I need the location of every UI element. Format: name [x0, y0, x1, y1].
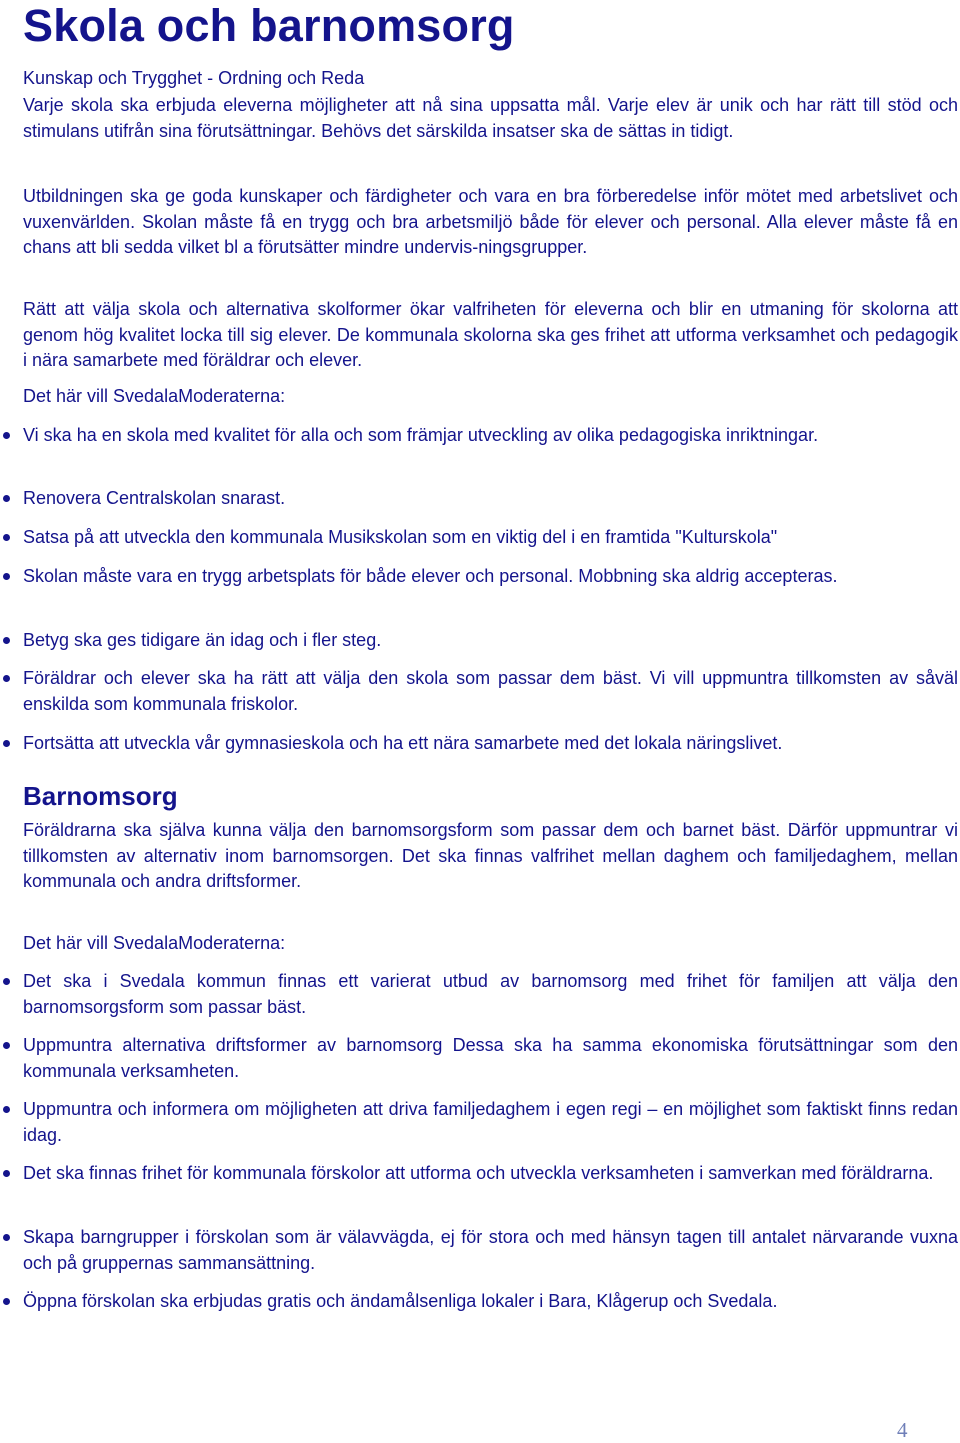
childcare-paragraph: Föräldrarna ska själva kunna välja den barnomsorgsform som passar dem och barnet bäst. Därför uppmuntrar vi tillkomsten av alternativ inom barnomsorgen. Det ska finnas valfrihet mellan daghem och familjedaghem, mellan kommunala och andra driftsformer. — [23, 820, 958, 891]
intro-paragraph-1: Varje skola ska erbjuda eleverna möjligheter att nå sina uppsatta mål. Varje elev är unik och har rätt till stöd och stimulans utifrån sina förutsättningar. Behövs det särskilda insatser ska de sättas in tidigt. — [23, 95, 958, 141]
bullet-icon — [3, 637, 10, 644]
bullet-icon — [3, 534, 10, 541]
bullet-icon — [3, 675, 10, 682]
list-item: Öppna förskolan ska erbjudas gratis och ändamålsenliga lokaler i Bara, Klågerup och Svedala. — [23, 1289, 958, 1315]
list-item: Skolan måste vara en trygg arbetsplats för både elever och personal. Mobbning ska aldrig accepteras. — [23, 564, 958, 590]
bullet-icon — [3, 495, 10, 502]
list-item: Betyg ska ges tidigare än idag och i fler steg. — [23, 628, 958, 654]
list-item: Skapa barngrupper i förskolan som är välavvägda, ej för stora och med hänsyn tagen till antalet närvarande vuxna och på gruppernas sammansättning. — [23, 1225, 958, 1276]
bullet-icon — [3, 978, 10, 985]
bullet-icon — [3, 1234, 10, 1241]
bullet-icon — [3, 573, 10, 580]
subtitle: Kunskap och Trygghet - Ordning och Reda — [23, 68, 365, 88]
list-item: Fortsätta att utveckla vår gymnasieskola och ha ett nära samarbete med det lokala näringslivet. — [23, 731, 958, 757]
list-item: Uppmuntra alternativa driftsformer av barnomsorg Dessa ska ha samma ekonomiska förutsättningar som den kommunala verksamheten. — [23, 1033, 958, 1084]
list-item: Renovera Centralskolan snarast. — [23, 486, 958, 512]
intro-paragraph-2: Utbildningen ska ge goda kunskaper och färdigheter och vara en bra förberedelse inför mötet med arbetslivet och vuxenvärlden. Skolan måste få en trygg och bra arbetsmiljö både för elever och personal. Alla elever måste få en chans att bli sedda vilket bl a förutsätter mindre undervis-ningsgrupper. — [23, 186, 958, 257]
list-item: Föräldrar och elever ska ha rätt att välja den skola som passar dem bäst. Vi vill uppmuntra tillkomsten av såväl enskilda som kommunala friskolor. — [23, 666, 958, 717]
list-item: Satsa på att utveckla den kommunala Musikskolan som en viktig del i en framtida "Kulturskola" — [23, 525, 958, 551]
bullet-icon — [3, 1298, 10, 1305]
page-title: Skola och barnomsorg — [23, 0, 515, 51]
bullet-icon — [3, 740, 10, 747]
bullet-icon — [3, 1170, 10, 1177]
bullet-icon — [3, 1042, 10, 1049]
intro-paragraph-3: Rätt att välja skola och alternativa skolformer ökar valfriheten för eleverna och blir en utmaning för skolorna att genom hög kvalitet locka till sig elever. De kommunala skolorna ska ges frihet att utforma verksamhet och pedagogik i nära samarbete med föräldrar och elever. — [23, 299, 958, 370]
childcare-section-heading: Det här vill SvedalaModeraterna: — [23, 933, 286, 953]
page-number: 4 — [897, 1418, 908, 1442]
list-item: Vi ska ha en skola med kvalitet för alla och som främjar utveckling av olika pedagogiska inriktningar. — [23, 423, 958, 449]
list-item: Det ska i Svedala kommun finnas ett varierat utbud av barnomsorg med frihet för familjen att välja den barnomsorgsform som passar bäst. — [23, 969, 958, 1020]
bullet-icon — [3, 432, 10, 439]
list-item: Uppmuntra och informera om möjligheten att driva familjedaghem i egen regi – en möjlighet som faktiskt finns redan idag. — [23, 1097, 958, 1148]
school-section-heading: Det här vill SvedalaModeraterna: — [23, 386, 286, 406]
bullet-icon — [3, 1106, 10, 1113]
list-item: Det ska finnas frihet för kommunala förskolor att utforma och utveckla verksamheten i samverkan med föräldrarna. — [23, 1161, 958, 1187]
childcare-title: Barnomsorg — [23, 781, 178, 811]
